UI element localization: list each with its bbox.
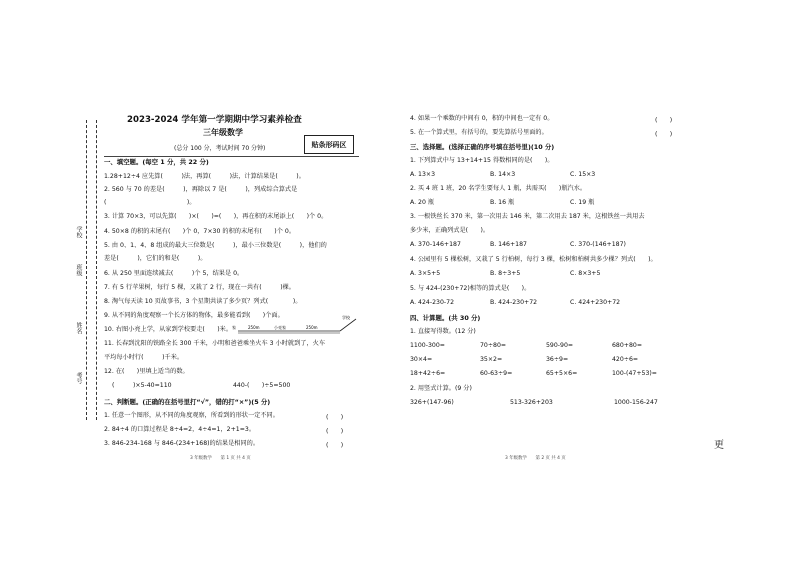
oral-3-3: 65+5×6= [546, 370, 578, 377]
question-9: 9. 从不同的角度观察一个长方体的物体，最多能看到( )个面。 [104, 312, 284, 319]
question-1: 1.28+12÷4 应先算( )法，再算( )法，计算结果是( )。 [104, 173, 305, 180]
choice-5-option-b[interactable]: B. 424-230+72 [490, 299, 538, 306]
judge-4: 4. 如果一个乘数的中间有 0，积的中间也一定有 0。 [410, 115, 554, 122]
judge-5: 5. 在一个算式里，有括号的，要先算括号里面的。 [410, 129, 548, 136]
question-5-cont: 差是( )，它们的和是( )。 [104, 255, 207, 262]
oral-3-4: 100-(47+53)= [612, 370, 657, 377]
choice-3-cont: 多少米，正确列式是( )。 [410, 227, 490, 234]
map-label-school: 学校 [342, 315, 350, 320]
page-footer-left: 3 年级数学 第 1 页 共 4 页 [190, 456, 251, 461]
choice-2: 2. 买 4 班 1 班，20 名学生要每人 1 瓶，共需买( )瓶汽水。 [410, 185, 587, 192]
question-6: 6. 从 250 里面连续减去( )个 5，结果是 0。 [104, 270, 244, 277]
oral-2-3: 36÷9= [546, 356, 569, 363]
corner-mark: 更 [714, 440, 724, 451]
choice-1: 1. 下列算式中与 13+14+15 得数相同的是( )。 [410, 157, 554, 164]
binding-line-right [96, 120, 97, 420]
choice-2-option-b[interactable]: B. 16 瓶 [490, 199, 515, 206]
choice-3-option-b[interactable]: B. 146+187 [490, 241, 527, 248]
choice-1-option-a[interactable]: A. 13×3 [410, 171, 436, 178]
choice-2-option-a[interactable]: A. 20 瓶 [410, 199, 435, 206]
judge-5-answer[interactable]: ( ) [655, 131, 673, 138]
question-11-cont: 平均每小时行( )千米。 [104, 354, 184, 361]
question-2-answer: ( )。 [104, 199, 196, 206]
section-underline [104, 156, 359, 157]
oral-1-4: 680+80= [612, 342, 643, 349]
question-7: 7. 有 5 行苹果树，每行 5 棵，又栽了 2 行，现在一共有( )棵。 [104, 284, 295, 291]
choice-5: 5. 与 424-(230+72)相等的算式是( )。 [410, 285, 531, 292]
vertical-2: 513-326+203 [510, 399, 553, 406]
map-label-dist1: 250m [248, 325, 260, 330]
exam-subject: 三年级数学 [203, 128, 243, 137]
choice-5-option-a[interactable]: A. 424-230-72 [410, 299, 455, 306]
question-2: 2. 560 与 70 的差是( )，再除以 7 是( )，列成综合算式是 [104, 186, 298, 193]
exam-info: (总分 100 分，考试时间 70 分钟) [174, 145, 266, 152]
question-5: 5. 由 0、1、4、8 组成的最大三位数是( )，最小三位数是( )，他们的 [104, 242, 327, 249]
choice-5-option-c[interactable]: C. 424+230+72 [570, 299, 621, 306]
question-12: 12. 在( )里填上适当的数。 [104, 368, 189, 375]
oral-2-1: 30×4= [410, 356, 433, 363]
side-label-class: 班级 [75, 264, 82, 276]
choice-3: 3. 一根铁丝长 370 米，第一次用去 146 米，第二次用去 187 米，这根铁丝一共用去 [410, 213, 645, 220]
question-11: 11. 长春到沈阳的铁路全长 300 千米，小明和爸爸乘坐火车 3 小时就到了，火车 [104, 340, 326, 347]
choice-3-option-a[interactable]: A. 370-146+187 [410, 241, 461, 248]
oral-3-2: 60-63÷9= [480, 370, 513, 377]
choice-3-option-c[interactable]: C. 370-(146+187) [570, 241, 626, 248]
oral-1-3: 590-90= [546, 342, 574, 349]
vertical-3: 1000-156-247 [614, 399, 658, 406]
choice-4-option-a[interactable]: A. 3×5+5 [410, 270, 441, 277]
question-8: 8. 淘气每天读 10 页故事书，3 个星期共读了多少页？列式( )。 [104, 298, 302, 305]
judge-3: 3. 846-234-168 与 846-(234+168)的结果是相同的。 [104, 440, 260, 447]
vertical-1: 326+(147-96) [410, 399, 454, 406]
judge-2-answer[interactable]: ( ) [326, 428, 344, 435]
judge-4-answer[interactable]: ( ) [655, 117, 673, 124]
oral-2-2: 35×2= [480, 356, 503, 363]
choice-2-option-c[interactable]: C. 19 瓶 [570, 199, 595, 206]
question-4: 4. 50×8 的积的末尾有( )个 0，7×30 的积的末尾有( )个 0。 [104, 228, 296, 235]
side-label-name: 姓名 [75, 322, 82, 334]
map-label-xiaoliang: 小亮家 [274, 325, 286, 330]
choice-1-option-c[interactable]: C. 15×3 [570, 171, 596, 178]
oral-1-1: 1100-300= [410, 342, 445, 349]
question-12-a: ( )×5-40=110 [112, 382, 172, 389]
barcode-area: 贴条形码区 [304, 135, 354, 154]
question-12-b: 440-( )÷5=500 [233, 382, 291, 389]
binding-line-left [86, 120, 87, 420]
choice-4-option-c[interactable]: C. 8×3+5 [570, 270, 601, 277]
calc-vertical-heading: 2. 用竖式计算。(9 分) [410, 385, 472, 392]
choice-1-option-b[interactable]: B. 14×3 [490, 171, 516, 178]
oral-2-4: 420÷6= [612, 356, 639, 363]
exam-title: 2023-2024 学年第一学期期中学习素养检查 [127, 115, 302, 125]
route-diagram [232, 314, 362, 336]
page-footer-right: 3 年级数学 第 2 页 共 4 页 [505, 456, 566, 461]
oral-1-2: 70÷80= [480, 342, 507, 349]
section-calculation: 四、计算题。(共 30 分) [410, 314, 481, 322]
map-label-dist2: 250m [306, 325, 318, 330]
question-3: 3. 计算 70×3，可以先算( )×( )=( )，再在积的末尾添上( )个 0。 [104, 213, 328, 220]
judge-1: 1. 任意一个图形，从不同的角度观察，所看到的形状一定不同。 [104, 412, 279, 419]
oral-3-1: 18+42÷6= [410, 370, 446, 377]
section-choice: 三、选择题。(选择正确的序号填在括号里)(10 分) [410, 143, 555, 151]
section-fill-in: 一、填空题。(每空 1 分，共 22 分) [104, 158, 209, 166]
calc-oral-heading: 1. 直接写得数。(12 分) [410, 328, 476, 335]
section-true-false: 二、判断题。(正确的在括号里打“√”，错的打“×”)(5 分) [104, 398, 271, 406]
judge-3-answer[interactable]: ( ) [326, 442, 344, 449]
side-label-school: 学校 [75, 226, 82, 238]
choice-4: 4. 公园里有 5 棵松树，又栽了 5 行柏树，每行 3 棵，松树和柏树共多少棵？列式( )。 [410, 256, 657, 263]
judge-2: 2. 84÷4 的口算过程是 8÷4=2，4÷4=1，2+1=3。 [104, 426, 256, 433]
judge-1-answer[interactable]: ( ) [326, 414, 344, 421]
map-label-home: 家 [232, 325, 236, 330]
question-10: 10. 右图小亮上学，从家到学校要走( )米。 [104, 326, 233, 333]
choice-4-option-b[interactable]: B. 8÷3+5 [490, 270, 521, 277]
side-label-id: 考号 [75, 372, 82, 384]
